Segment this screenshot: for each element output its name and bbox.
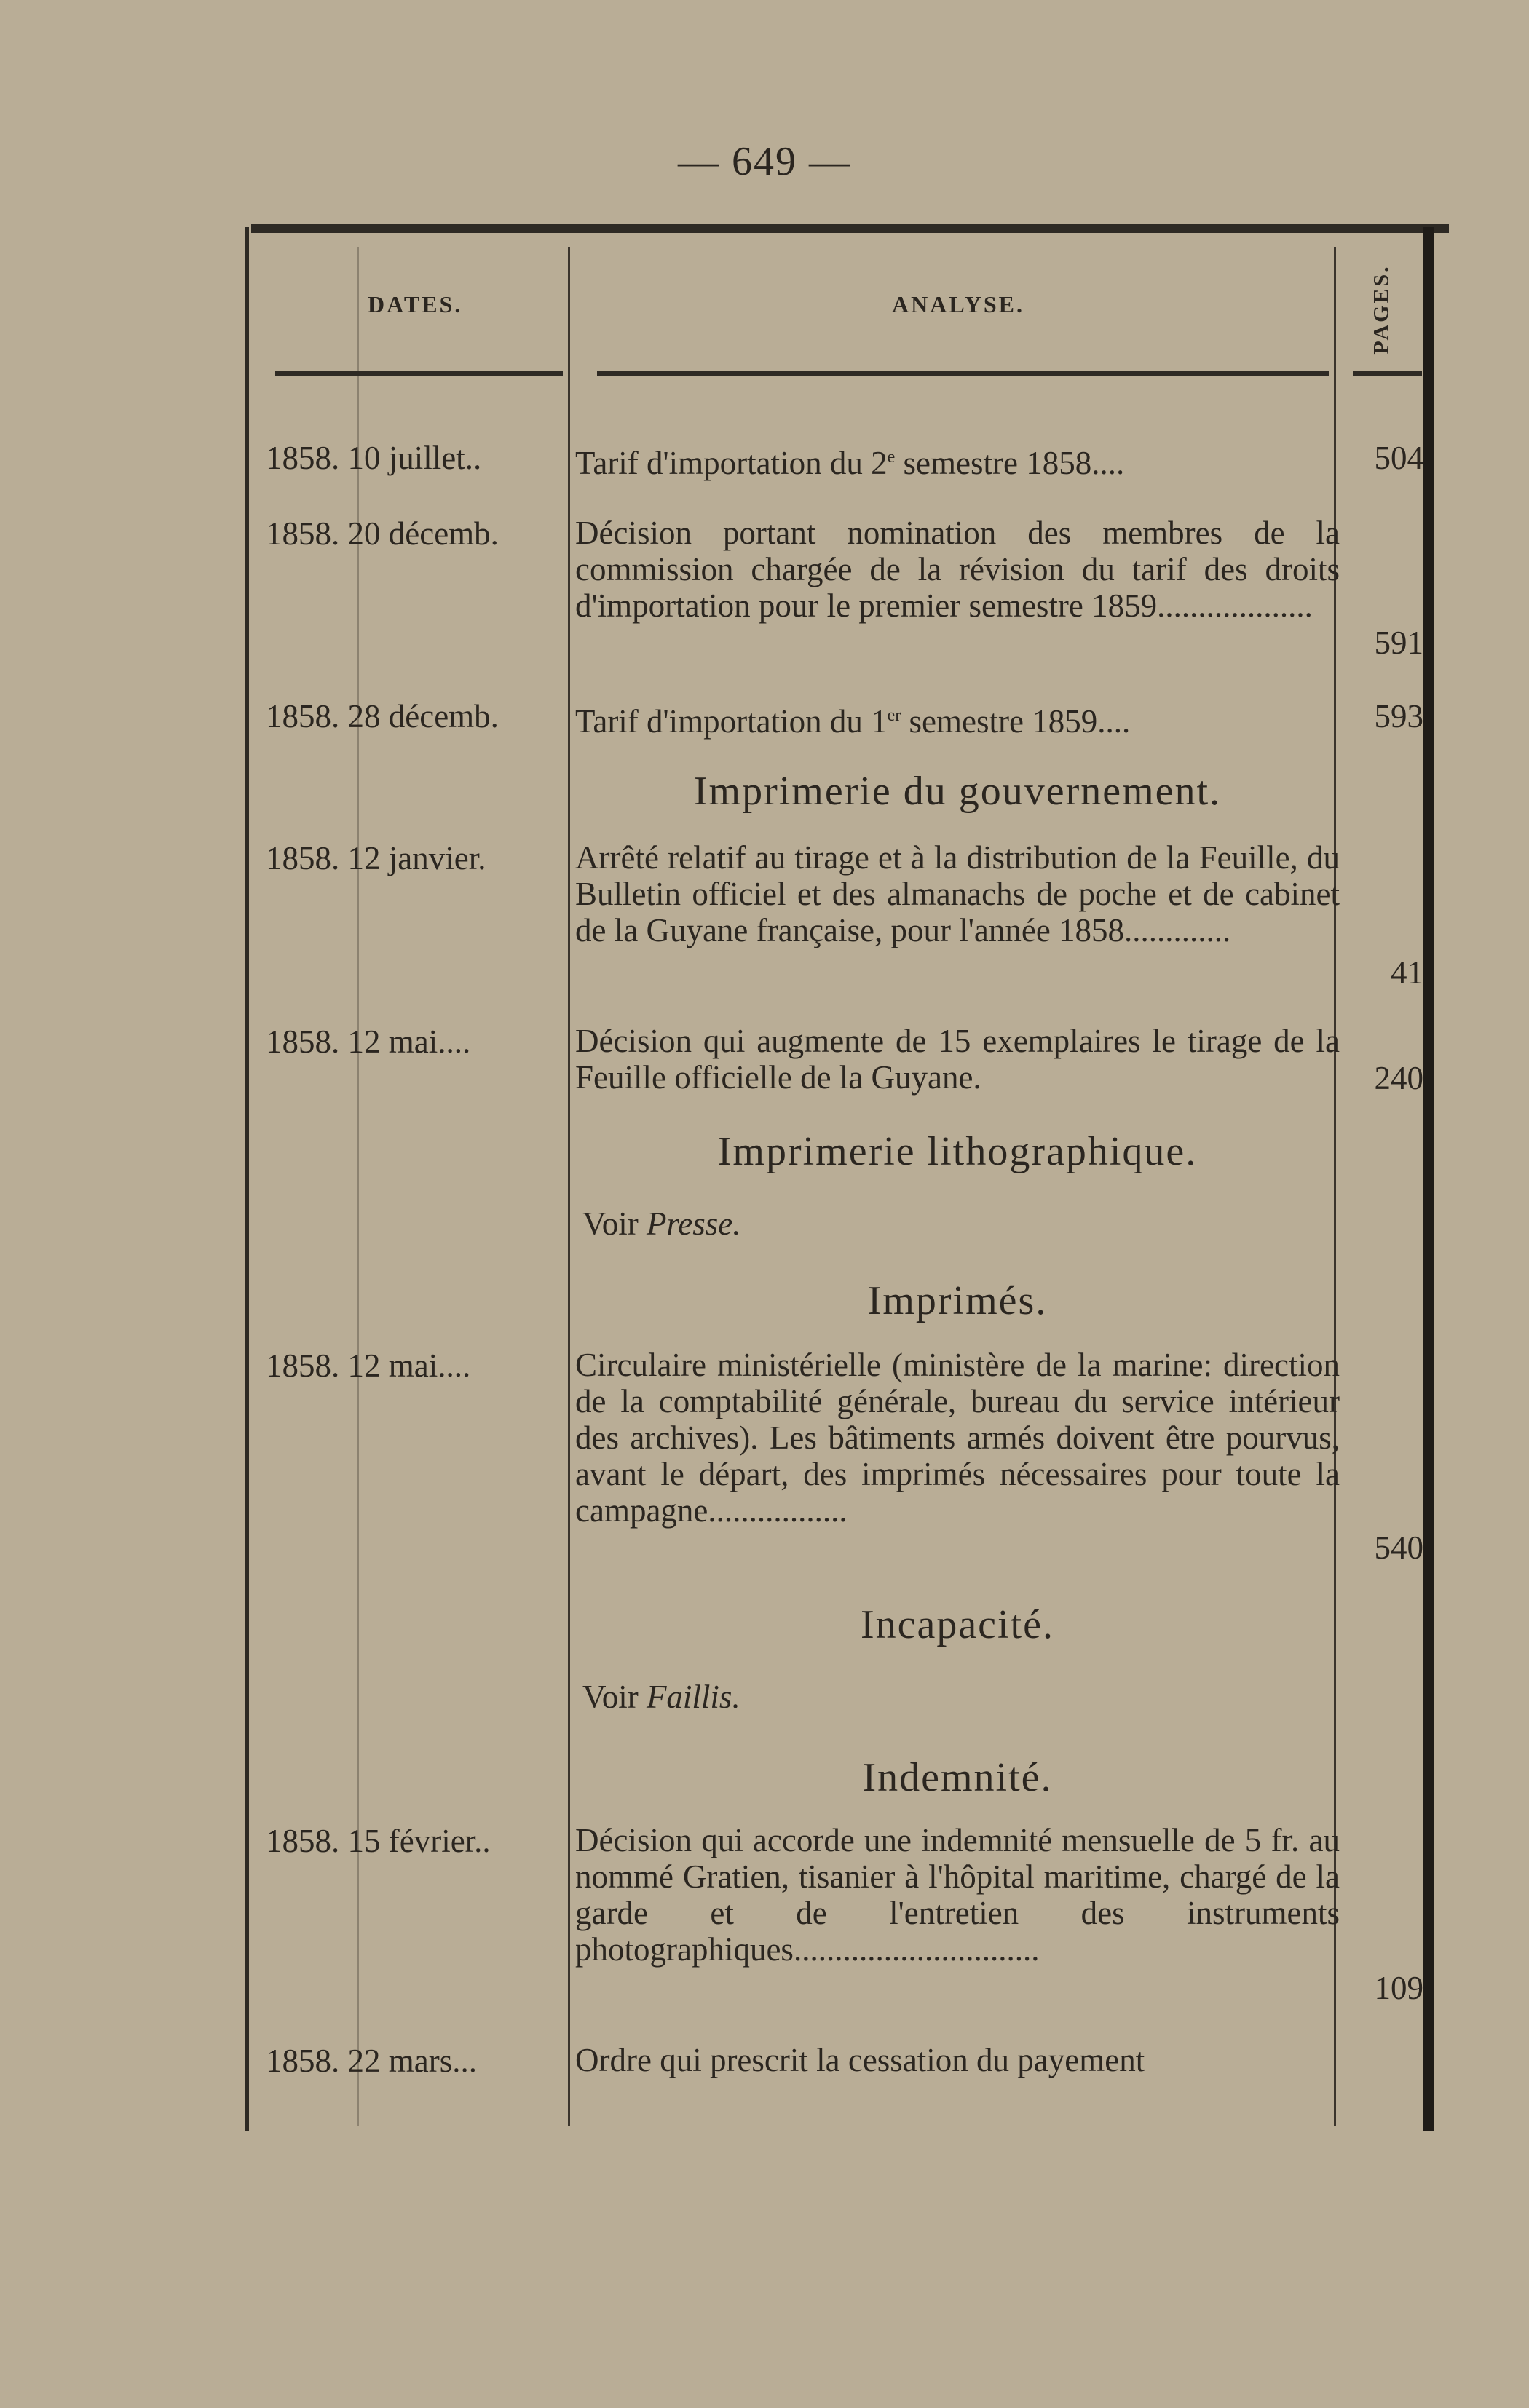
section-heading: Imprimerie du gouvernement. xyxy=(693,769,1222,814)
header-rule-pages xyxy=(1353,371,1422,376)
header-pages-cell xyxy=(1346,255,1418,364)
section-heading: Imprimerie lithographique. xyxy=(717,1129,1198,1174)
entry-text: Arrêté relatif au tirage et à la distribution de la Feuille, du Bulletin officiel et des almanachs de poche et de cabinet de la Guyane française, pour l'année 1858............. xyxy=(575,839,1340,948)
header-dates: DATES. xyxy=(368,291,463,317)
entry-page: 240 xyxy=(1374,1060,1423,1096)
entry-page: 591 xyxy=(1374,625,1423,661)
section-heading: Imprimés. xyxy=(867,1278,1048,1323)
section-heading: Incapacité. xyxy=(860,1602,1055,1647)
entry-text: Tarif d'importation du 2e semestre 1858.... xyxy=(575,445,1125,481)
entry-date: 1858. 20 décemb. xyxy=(266,515,499,552)
page-number: — 649 — xyxy=(678,139,851,184)
entry-date: 1858. 12 mai.... xyxy=(266,1347,471,1384)
entry-page: 41 xyxy=(1391,954,1423,991)
entry-text: Décision portant nomination des membres de la commission chargée de la révision du tarif des droits d'importation pour le premier semestre 1859................... xyxy=(575,515,1340,624)
table-top-border xyxy=(251,224,1449,233)
table-left-border xyxy=(245,227,249,2131)
header-rule-analyse xyxy=(597,371,1329,376)
header-rule-dates xyxy=(275,371,563,376)
see-also: Voir Presse. xyxy=(582,1205,741,1242)
entry-date: 1858. 28 décemb. xyxy=(266,698,499,734)
header-analyse: ANALYSE. xyxy=(892,291,1024,317)
entry-date: 1858. 22 mars... xyxy=(266,2043,477,2079)
table-right-border xyxy=(1423,227,1434,2131)
entry-date: 1858. 12 mai.... xyxy=(266,1023,471,1060)
see-also: Voir Faillis. xyxy=(582,1679,740,1715)
header-pages: PAGES. xyxy=(1370,264,1394,355)
entry-page: 593 xyxy=(1374,698,1423,734)
entry-text: Décision qui augmente de 15 exemplaires le tirage de la Feuille officielle de la Guyane. xyxy=(575,1023,1340,1096)
entry-text: Tarif d'importation du 1er semestre 1859.... xyxy=(575,703,1131,740)
entry-date: 1858. 15 février.. xyxy=(266,1823,491,1859)
entry-page: 109 xyxy=(1374,1970,1423,2006)
entry-date: 1858. 10 juillet.. xyxy=(266,440,482,476)
entry-date: 1858. 12 janvier. xyxy=(266,840,486,876)
entry-text: Circulaire ministérielle (ministère de la marine: direction de la comptabilité générale, bureau du service intérieur des archives). Les bâtiments armés doivent être pourvus, avant le départ, des imprimés nécessaires pour toute la campagne................. xyxy=(575,1347,1340,1529)
entry-text: Décision qui accorde une indemnité mensuelle de 5 fr. au nommé Gratien, tisanier à l'hôpital maritime, chargé de la garde et de l'entretien des instruments photographiques.............................. xyxy=(575,1822,1340,1968)
section-heading: Indemnité. xyxy=(862,1755,1053,1800)
entry-page: 504 xyxy=(1374,440,1423,476)
entry-page: 540 xyxy=(1374,1529,1423,1566)
entry-text: Ordre qui prescrit la cessation du payement xyxy=(575,2042,1145,2078)
